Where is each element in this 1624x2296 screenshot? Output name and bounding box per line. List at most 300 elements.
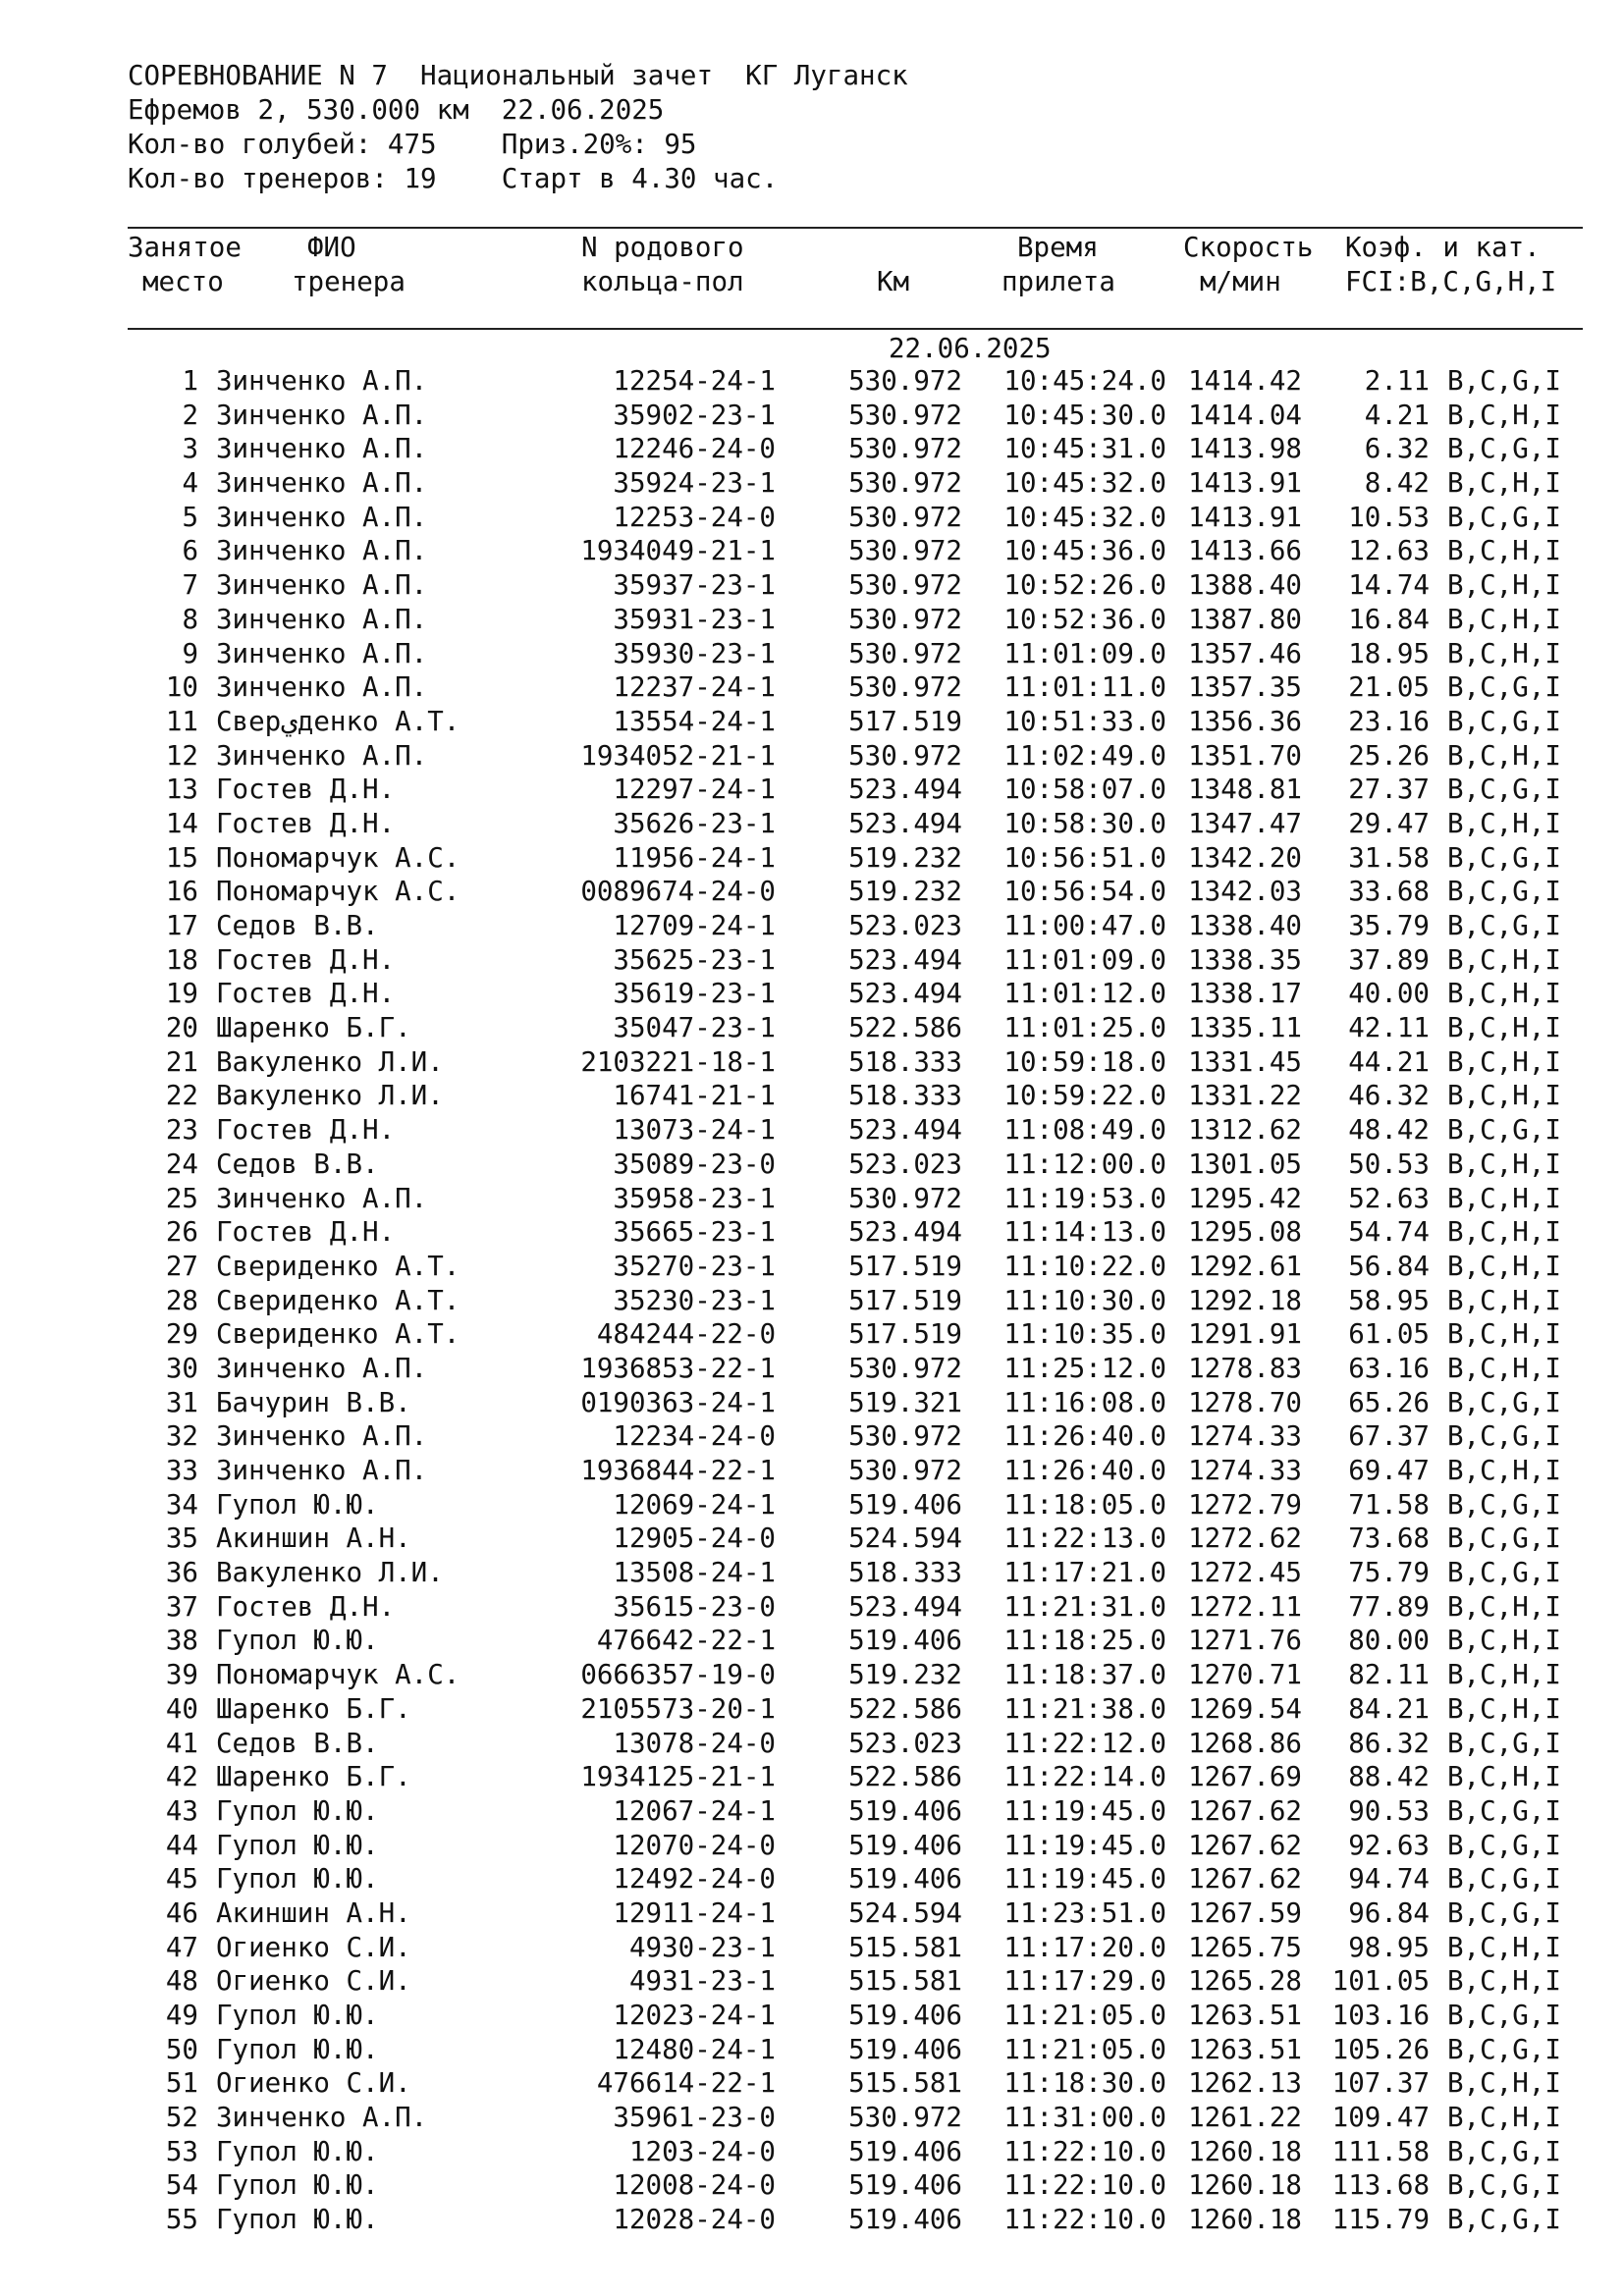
cell-trainer-name: Гостев Д.Н. [216, 1216, 396, 1249]
cell-trainer-name: Седов В.В. [216, 1148, 379, 1180]
cell-ring-number: 0666357-19-0 [580, 1659, 776, 1691]
cell-arrival-time: 11:16:08.0 [1003, 1386, 1166, 1418]
table-row [0, 1624, 1624, 1658]
cell-coefficient: 63.16 [1348, 1352, 1430, 1384]
cell-place: 22 [165, 1080, 198, 1112]
cell-ring-number: 35665-23-1 [613, 1216, 776, 1249]
cell-place: 14 [165, 807, 198, 839]
cell-coefficient: 65.26 [1348, 1386, 1430, 1418]
cell-place: 50 [165, 2033, 198, 2065]
cell-trainer-name: Зинченко А.П. [216, 1455, 428, 1486]
cell-trainer-name: Огиенко С.И. [216, 2067, 411, 2100]
cell-ring-number: 2105573-20-1 [580, 1692, 776, 1725]
cell-ring-number: 35930-23-1 [613, 637, 776, 669]
cell-ring-number: 35625-23-1 [613, 943, 776, 976]
cell-distance-km: 522.586 [848, 1012, 962, 1044]
cell-speed: 1342.03 [1188, 876, 1302, 908]
cell-distance-km: 518.333 [848, 1080, 962, 1112]
cell-speed: 1292.61 [1188, 1250, 1302, 1282]
cell-trainer-name: Гупол Ю.Ю. [216, 1829, 379, 1861]
cell-coefficient: 111.58 [1331, 2135, 1430, 2167]
cell-trainer-name: Зинченко А.П. [216, 433, 428, 465]
cell-speed: 1348.81 [1188, 774, 1302, 806]
cell-categories: B,C,H,I [1447, 603, 1561, 635]
cell-distance-km: 519.232 [848, 1659, 962, 1691]
cell-coefficient: 56.84 [1348, 1250, 1430, 1282]
cell-categories: B,C,G,I [1447, 501, 1561, 533]
cell-place: 44 [165, 1829, 198, 1861]
cell-place: 6 [182, 535, 198, 567]
cell-distance-km: 523.494 [848, 1590, 962, 1623]
cell-ring-number: 1936853-22-1 [580, 1352, 776, 1384]
col-speed-header-1: Скорость [1183, 232, 1314, 263]
cell-arrival-time: 11:19:45.0 [1003, 1863, 1166, 1896]
cell-coefficient: 92.63 [1348, 1829, 1430, 1861]
cell-categories: B,C,G,I [1447, 1386, 1561, 1418]
cell-coefficient: 75.79 [1348, 1557, 1430, 1589]
cell-speed: 1292.18 [1188, 1284, 1302, 1316]
table-row [0, 466, 1624, 501]
cell-categories: B,C,G,I [1447, 671, 1561, 704]
cell-trainer-name: Зинченко А.П. [216, 603, 428, 635]
cell-arrival-time: 11:26:40.0 [1003, 1455, 1166, 1486]
cell-distance-km: 530.972 [848, 671, 962, 704]
cell-arrival-time: 11:08:49.0 [1003, 1114, 1166, 1147]
cell-ring-number: 35626-23-1 [613, 807, 776, 839]
cell-coefficient: 25.26 [1348, 739, 1430, 772]
cell-categories: B,C,G,I [1447, 2204, 1561, 2236]
cell-coefficient: 44.21 [1348, 1045, 1430, 1078]
cell-speed: 1347.47 [1188, 807, 1302, 839]
cell-trainer-name: Зинченко А.П. [216, 501, 428, 533]
col-ring-header-1: N родового [581, 232, 744, 263]
cell-trainer-name: Гостев Д.Н. [216, 807, 396, 839]
race-location-date: Ефремов 2, 530.000 км 22.06.2025 [128, 94, 665, 126]
table-row [0, 1556, 1624, 1590]
cell-speed: 1338.17 [1188, 978, 1302, 1010]
col-coef-header-2: FCI:B,C,G,H,I [1345, 266, 1557, 297]
cell-arrival-time: 11:01:09.0 [1003, 637, 1166, 669]
cell-categories: B,C,G,I [1447, 1522, 1561, 1555]
cell-categories: B,C,H,I [1447, 1012, 1561, 1044]
cell-categories: B,C,H,I [1447, 1148, 1561, 1180]
cell-arrival-time: 10:59:18.0 [1003, 1045, 1166, 1078]
table-row [0, 1352, 1624, 1386]
cell-place: 37 [165, 1590, 198, 1623]
cell-categories: B,C,H,I [1447, 569, 1561, 602]
cell-distance-km: 523.023 [848, 910, 962, 941]
cell-categories: B,C,H,I [1447, 399, 1561, 431]
table-row [0, 739, 1624, 774]
cell-distance-km: 519.406 [848, 1794, 962, 1827]
cell-distance-km: 518.333 [848, 1045, 962, 1078]
cell-place: 7 [182, 569, 198, 602]
cell-distance-km: 522.586 [848, 1692, 962, 1725]
cell-distance-km: 524.594 [848, 1896, 962, 1929]
table-row [0, 2066, 1624, 2101]
col-ring-header-2: кольца-пол [581, 266, 744, 297]
cell-ring-number: 12253-24-0 [613, 501, 776, 533]
cell-arrival-time: 11:19:45.0 [1003, 1829, 1166, 1861]
cell-arrival-time: 10:58:07.0 [1003, 774, 1166, 806]
cell-speed: 1274.33 [1188, 1420, 1302, 1453]
cell-trainer-name: Гупол Ю.Ю. [216, 2135, 379, 2167]
competition-title: СОРЕВНОВАНИЕ N 7 Национальный зачет КГ Луганск [128, 60, 908, 91]
cell-ring-number: 12067-24-1 [613, 1794, 776, 1827]
cell-speed: 1268.86 [1188, 1727, 1302, 1759]
table-row [0, 1692, 1624, 1727]
cell-distance-km: 530.972 [848, 535, 962, 567]
cell-arrival-time: 11:17:21.0 [1003, 1557, 1166, 1589]
table-row [0, 1964, 1624, 1999]
table-row [0, 1419, 1624, 1454]
cell-distance-km: 519.406 [848, 2204, 962, 2236]
cell-trainer-name: Гупол Ю.Ю. [216, 1794, 379, 1827]
cell-speed: 1413.91 [1188, 501, 1302, 533]
cell-place: 51 [165, 2067, 198, 2100]
table-row [0, 705, 1624, 739]
cell-ring-number: 13554-24-1 [613, 705, 776, 737]
cell-categories: B,C,G,I [1447, 2169, 1561, 2202]
table-row [0, 1488, 1624, 1522]
cell-speed: 1388.40 [1188, 569, 1302, 602]
cell-ring-number: 12008-24-0 [613, 2169, 776, 2202]
cell-coefficient: 67.37 [1348, 1420, 1430, 1453]
cell-distance-km: 517.519 [848, 1284, 962, 1316]
cell-trainer-name: Гупол Ю.Ю. [216, 1625, 379, 1657]
cell-coefficient: 12.63 [1348, 535, 1430, 567]
cell-arrival-time: 11:19:53.0 [1003, 1182, 1166, 1214]
cell-coefficient: 4.21 [1364, 399, 1430, 431]
cell-arrival-time: 11:22:14.0 [1003, 1761, 1166, 1793]
cell-arrival-time: 11:31:00.0 [1003, 2102, 1166, 2134]
cell-speed: 1272.62 [1188, 1522, 1302, 1555]
cell-coefficient: 14.74 [1348, 569, 1430, 602]
cell-ring-number: 12023-24-1 [613, 2000, 776, 2031]
cell-arrival-time: 11:18:30.0 [1003, 2067, 1166, 2100]
cell-coefficient: 69.47 [1348, 1455, 1430, 1486]
cell-speed: 1413.91 [1188, 467, 1302, 500]
cell-place: 35 [165, 1522, 198, 1555]
cell-coefficient: 58.95 [1348, 1284, 1430, 1316]
cell-arrival-time: 11:18:25.0 [1003, 1625, 1166, 1657]
cell-coefficient: 94.74 [1348, 1863, 1430, 1896]
cell-categories: B,C,G,I [1447, 1488, 1561, 1521]
cell-trainer-name: Акиншин А.Н. [216, 1522, 411, 1555]
cell-place: 11 [165, 705, 198, 737]
cell-coefficient: 113.68 [1331, 2169, 1430, 2202]
cell-place: 41 [165, 1727, 198, 1759]
cell-trainer-name: Свериденко А.Т. [216, 1250, 460, 1282]
cell-place: 32 [165, 1420, 198, 1453]
cell-trainer-name: Гостев Д.Н. [216, 1590, 396, 1623]
table-row [0, 1794, 1624, 1829]
cell-arrival-time: 10:45:30.0 [1003, 399, 1166, 431]
cell-place: 43 [165, 1794, 198, 1827]
table-row [0, 2168, 1624, 2203]
cell-trainer-name: Гупол Ю.Ю. [216, 1488, 379, 1521]
cell-coefficient: 16.84 [1348, 603, 1430, 635]
cell-distance-km: 530.972 [848, 399, 962, 431]
table-row [0, 501, 1624, 535]
cell-distance-km: 519.406 [848, 1488, 962, 1521]
table-row [0, 875, 1624, 909]
cell-trainer-name: Зинченко А.П. [216, 671, 428, 704]
cell-coefficient: 77.89 [1348, 1590, 1430, 1623]
cell-place: 4 [182, 467, 198, 500]
cell-distance-km: 519.406 [848, 2000, 962, 2031]
cell-ring-number: 35615-23-0 [613, 1590, 776, 1623]
cell-ring-number: 12709-24-1 [613, 910, 776, 941]
cell-speed: 1260.18 [1188, 2135, 1302, 2167]
cell-speed: 1267.69 [1188, 1761, 1302, 1793]
cell-categories: B,C,G,I [1447, 365, 1561, 397]
cell-ring-number: 2103221-18-1 [580, 1045, 776, 1078]
cell-place: 25 [165, 1182, 198, 1214]
cell-ring-number: 35937-23-1 [613, 569, 776, 602]
cell-arrival-time: 11:21:05.0 [1003, 2033, 1166, 2065]
cell-trainer-name: Бачурин В.В. [216, 1386, 411, 1418]
cell-place: 19 [165, 978, 198, 1010]
table-row [0, 1829, 1624, 1863]
cell-place: 39 [165, 1659, 198, 1691]
cell-place: 23 [165, 1114, 198, 1147]
cell-distance-km: 530.972 [848, 2102, 962, 2134]
cell-place: 3 [182, 433, 198, 465]
cell-arrival-time: 10:52:36.0 [1003, 603, 1166, 635]
cell-trainer-name: Акиншин А.Н. [216, 1896, 411, 1929]
cell-arrival-time: 11:23:51.0 [1003, 1896, 1166, 1929]
cell-place: 47 [165, 1931, 198, 1963]
table-row [0, 1931, 1624, 1965]
cell-distance-km: 530.972 [848, 365, 962, 397]
cell-trainer-name: Пономарчук А.С. [216, 876, 460, 908]
table-row [0, 364, 1624, 399]
cell-place: 1 [182, 365, 198, 397]
cell-speed: 1270.71 [1188, 1659, 1302, 1691]
cell-ring-number: 12911-24-1 [613, 1896, 776, 1929]
cell-trainer-name: Вакуленко Л.И. [216, 1045, 444, 1078]
cell-ring-number: 12254-24-1 [613, 365, 776, 397]
cell-speed: 1356.36 [1188, 705, 1302, 737]
cell-ring-number: 35958-23-1 [613, 1182, 776, 1214]
cell-place: 5 [182, 501, 198, 533]
table-row [0, 670, 1624, 705]
cell-categories: B,C,H,I [1447, 1182, 1561, 1214]
cell-coefficient: 35.79 [1348, 910, 1430, 941]
cell-distance-km: 530.972 [848, 637, 962, 669]
cell-place: 30 [165, 1352, 198, 1384]
cell-arrival-time: 11:18:05.0 [1003, 1488, 1166, 1521]
cell-categories: B,C,H,I [1447, 1659, 1561, 1691]
cell-trainer-name: Шаренко Б.Г. [216, 1761, 411, 1793]
cell-categories: B,C,H,I [1447, 1931, 1561, 1963]
cell-arrival-time: 11:26:40.0 [1003, 1420, 1166, 1453]
cell-trainer-name: Седов В.В. [216, 910, 379, 941]
cell-arrival-time: 11:21:05.0 [1003, 2000, 1166, 2031]
col-place-header-2: место [142, 266, 224, 297]
cell-speed: 1272.45 [1188, 1557, 1302, 1589]
table-row [0, 1658, 1624, 1692]
cell-distance-km: 530.972 [848, 603, 962, 635]
cell-coefficient: 27.37 [1348, 774, 1430, 806]
table-row [0, 399, 1624, 433]
cell-place: 12 [165, 739, 198, 772]
cell-trainer-name: Гостев Д.Н. [216, 943, 396, 976]
cell-coefficient: 98.95 [1348, 1931, 1430, 1963]
cell-categories: B,C,H,I [1447, 739, 1561, 772]
cell-coefficient: 61.05 [1348, 1318, 1430, 1351]
table-row [0, 909, 1624, 943]
cell-ring-number: 13078-24-0 [613, 1727, 776, 1759]
cell-distance-km: 530.972 [848, 569, 962, 602]
cell-arrival-time: 11:01:12.0 [1003, 978, 1166, 1010]
cell-ring-number: 476614-22-1 [596, 2067, 776, 2100]
col-place-header-1: Занятое [128, 232, 242, 263]
cell-distance-km: 519.406 [848, 2135, 962, 2167]
cell-distance-km: 530.972 [848, 1352, 962, 1384]
cell-ring-number: 12297-24-1 [613, 774, 776, 806]
cell-ring-number: 35924-23-1 [613, 467, 776, 500]
cell-trainer-name: Гостев Д.Н. [216, 978, 396, 1010]
cell-place: 48 [165, 1965, 198, 1998]
cell-distance-km: 530.972 [848, 1420, 962, 1453]
cell-distance-km: 523.494 [848, 1216, 962, 1249]
col-km-header: Км [877, 266, 910, 297]
cell-coefficient: 109.47 [1331, 2102, 1430, 2134]
cell-distance-km: 519.232 [848, 841, 962, 874]
cell-ring-number: 35089-23-0 [613, 1148, 776, 1180]
table-row [0, 1317, 1624, 1352]
cell-categories: B,C,H,I [1447, 943, 1561, 976]
cell-speed: 1414.42 [1188, 365, 1302, 397]
cell-distance-km: 515.581 [848, 2067, 962, 2100]
cell-categories: B,C,H,I [1447, 1692, 1561, 1725]
cell-arrival-time: 11:10:35.0 [1003, 1318, 1166, 1351]
cell-place: 54 [165, 2169, 198, 2202]
cell-arrival-time: 10:51:33.0 [1003, 705, 1166, 737]
table-row [0, 1182, 1624, 1216]
cell-speed: 1338.40 [1188, 910, 1302, 941]
cell-place: 20 [165, 1012, 198, 1044]
cell-categories: B,C,H,I [1447, 1965, 1561, 1998]
cell-arrival-time: 11:19:45.0 [1003, 1794, 1166, 1827]
cell-ring-number: 12070-24-0 [613, 1829, 776, 1861]
cell-ring-number: 13073-24-1 [613, 1114, 776, 1147]
cell-arrival-time: 10:59:22.0 [1003, 1080, 1166, 1112]
table-row [0, 1079, 1624, 1113]
cell-coefficient: 96.84 [1348, 1896, 1430, 1929]
table-row [0, 1386, 1624, 1420]
cell-categories: B,C,H,I [1447, 1250, 1561, 1282]
cell-place: 21 [165, 1045, 198, 1078]
cell-ring-number: 1203-24-0 [628, 2135, 776, 2167]
cell-speed: 1357.35 [1188, 671, 1302, 704]
cell-arrival-time: 11:10:22.0 [1003, 1250, 1166, 1282]
trainer-count: Кол-во тренеров: 19 Старт в 4.30 час. [128, 163, 779, 194]
cell-ring-number: 12234-24-0 [613, 1420, 776, 1453]
cell-trainer-name: Гостев Д.Н. [216, 1114, 396, 1147]
cell-ring-number: 12028-24-0 [613, 2204, 776, 2236]
table-row [0, 1522, 1624, 1556]
cell-trainer-name: Зинченко А.П. [216, 2102, 428, 2134]
cell-arrival-time: 11:25:12.0 [1003, 1352, 1166, 1384]
cell-place: 9 [182, 637, 198, 669]
cell-place: 15 [165, 841, 198, 874]
cell-speed: 1413.98 [1188, 433, 1302, 465]
cell-speed: 1263.51 [1188, 2033, 1302, 2065]
cell-categories: B,C,H,I [1447, 2102, 1561, 2134]
cell-place: 31 [165, 1386, 198, 1418]
cell-distance-km: 518.333 [848, 1557, 962, 1589]
cell-place: 38 [165, 1625, 198, 1657]
cell-speed: 1357.46 [1188, 637, 1302, 669]
cell-arrival-time: 10:45:32.0 [1003, 501, 1166, 533]
cell-speed: 1262.13 [1188, 2067, 1302, 2100]
cell-ring-number: 35619-23-1 [613, 978, 776, 1010]
cell-trainer-name: Огиенко С.И. [216, 1931, 411, 1963]
cell-place: 29 [165, 1318, 198, 1351]
cell-distance-km: 523.494 [848, 807, 962, 839]
table-row [0, 568, 1624, 603]
cell-trainer-name: Зинченко А.П. [216, 467, 428, 500]
cell-distance-km: 519.232 [848, 876, 962, 908]
cell-ring-number: 35047-23-1 [613, 1012, 776, 1044]
cell-distance-km: 517.519 [848, 1318, 962, 1351]
cell-categories: B,C,G,I [1447, 705, 1561, 737]
cell-speed: 1351.70 [1188, 739, 1302, 772]
cell-trainer-name: Пономарчук А.С. [216, 841, 460, 874]
cell-trainer-name: Гупол Ю.Ю. [216, 2169, 379, 2202]
cell-categories: B,C,G,I [1447, 433, 1561, 465]
cell-coefficient: 82.11 [1348, 1659, 1430, 1691]
cell-distance-km: 519.406 [848, 1863, 962, 1896]
col-name-header-1: ФИО [307, 232, 356, 263]
cell-place: 16 [165, 876, 198, 908]
cell-arrival-time: 11:22:10.0 [1003, 2169, 1166, 2202]
cell-speed: 1387.80 [1188, 603, 1302, 635]
cell-trainer-name: Гупол Ю.Ю. [216, 2033, 379, 2065]
cell-coefficient: 88.42 [1348, 1761, 1430, 1793]
cell-coefficient: 8.42 [1364, 467, 1430, 500]
cell-coefficient: 31.58 [1348, 841, 1430, 874]
cell-arrival-time: 11:01:25.0 [1003, 1012, 1166, 1044]
cell-coefficient: 101.05 [1331, 1965, 1430, 1998]
cell-categories: B,C,G,I [1447, 910, 1561, 941]
cell-distance-km: 515.581 [848, 1931, 962, 1963]
cell-ring-number: 12246-24-0 [613, 433, 776, 465]
cell-ring-number: 1936844-22-1 [580, 1455, 776, 1486]
cell-coefficient: 52.63 [1348, 1182, 1430, 1214]
cell-trainer-name: Гупол Ю.Ю. [216, 1863, 379, 1896]
cell-arrival-time: 10:45:24.0 [1003, 365, 1166, 397]
cell-arrival-time: 11:14:13.0 [1003, 1216, 1166, 1249]
cell-categories: B,C,H,I [1447, 467, 1561, 500]
pigeon-count: Кол-во голубей: 475 Приз.20%: 95 [128, 129, 697, 160]
cell-trainer-name: Шаренко Б.Г. [216, 1012, 411, 1044]
cell-categories: B,C,H,I [1447, 1455, 1561, 1486]
cell-trainer-name: Шаренко Б.Г. [216, 1692, 411, 1725]
cell-arrival-time: 11:02:49.0 [1003, 739, 1166, 772]
cell-place: 53 [165, 2135, 198, 2167]
cell-categories: B,C,G,I [1447, 1420, 1561, 1453]
cell-trainer-name: Пономарчук А.С. [216, 1659, 460, 1691]
cell-speed: 1265.28 [1188, 1965, 1302, 1998]
cell-arrival-time: 11:10:30.0 [1003, 1284, 1166, 1316]
table-row [0, 1862, 1624, 1896]
cell-speed: 1342.20 [1188, 841, 1302, 874]
cell-place: 28 [165, 1284, 198, 1316]
